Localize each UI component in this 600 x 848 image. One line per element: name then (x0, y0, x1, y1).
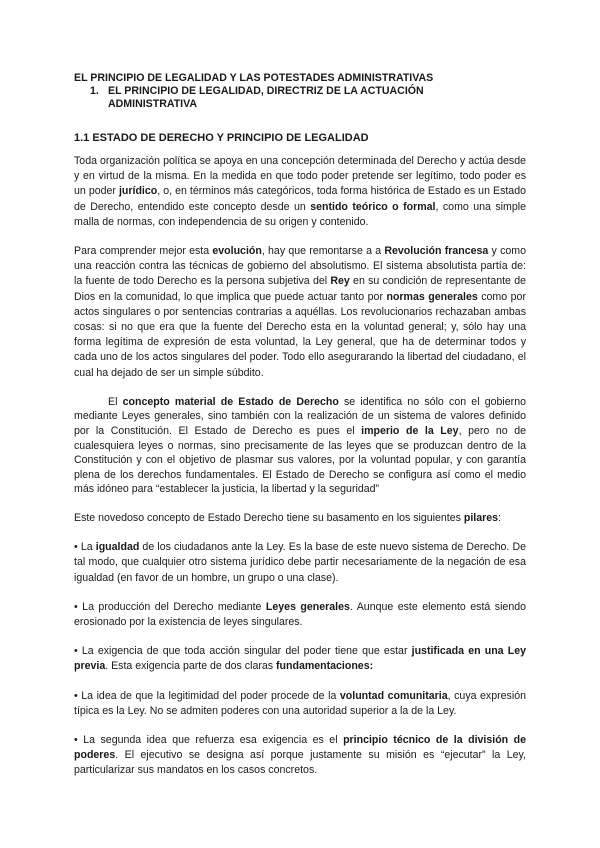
heading-item-1 (74, 85, 526, 111)
heading-item-line2: ADMINISTRATIVA (108, 98, 198, 110)
bullet-item-2: • La producción del Derecho mediante Leyes generales. Aunque este elemento está siendo erosionado por la existencia de leyes singulares. (74, 600, 526, 629)
document-page (74, 72, 526, 779)
paragraph-4: Este novedoso concepto de Estado Derecho tiene su basamento en los siguientes pilares: (74, 512, 501, 524)
paragraph-3: El concepto material de Estado de Derecho se identifica no sólo con el gobierno mediante Leyes generales, sino también con la realización de un sistema de valores definido por la Constitución. El Estado de Derecho es pues el imperio de la Ley, pero no de cualesquiera leyes o normas, sino precisamente de las leyes que se produzcan dentro de la Constitución y con el objetivo de plasmar sus valores, por la voluntad popular, y con garantía plena de los derechos fundamentales. El Estado de Derecho se configura así como el medio más idóneo para “establecer la justicia, la libertad y la seguridad” (74, 395, 527, 496)
bullet-item-1: • La igualdad de los ciudadanos ante la Ley. Es la base de este nuevo sistema de Derecho. De tal modo, que cualquier otro sistema jurídico debe partir necesariamente de la negación de esa igualdad (en favor de un hombre, un grupo o una clase). (74, 541, 526, 584)
bullet-item-3: • La exigencia de que toda acción singular del poder tiene que estar justificada en una Ley previa. Esta exigencia parte de dos claras fundamentaciones: (74, 645, 526, 673)
heading-item-number: 1. (90, 85, 99, 97)
bullet-item-4: • La idea de que la legitimidad del poder procede de la voluntad comunitaria, cuya expresión típica es la Ley. No se admiten poderes con una autoridad superior a la de la Ley. (74, 689, 526, 717)
heading-item-line1: EL PRINCIPIO DE LEGALIDAD, DIRECTRIZ DE LA ACTUACIÓN (108, 85, 424, 97)
paragraph-1: Toda organización política se apoya en una concepción determinada del Derecho y actúa desde y en virtud de la misma. En la medida en que todo poder pretende ser legítimo, todo poder es un poder jurídico, o, en términos más categóricos, toda forma histórica de Estado es un Estado de Derecho, entendido este concepto desde un sentido teórico o formal, como una simple malla de normas, con independencia de su origen y contenido. (74, 155, 526, 228)
paragraph-2: Para comprender mejor esta evolución, hay que remontarse a a Revolución francesa y como una reacción contra las técnicas de gobierno del absolutismo. El sistema absolutista partía de: la fuente de todo Derecho es la persona subjetiva del Rey en su condición de representante de Dios en la comunidad, lo que implica que puede actuar tanto por normas generales como por actos singulares o por sentencias contrarias a aquéllas. Los revolucionarios rechazaban ambas cosas: si no que era que la fuente del Derecho esta en la voluntad general; y, sólo hay una forma legítima de expresión de esta voluntad, la Ley general, que ha de determinar todos y cada uno de los actos singulares del poder. Todo ello asegurarando la libertad del ciudadano, el cual ha dejado de ser un simple súbdito. (74, 245, 526, 379)
section-title: 1.1 ESTADO DE DERECHO Y PRINCIPIO DE LEGALIDAD (74, 132, 369, 144)
heading-item-text (108, 85, 424, 111)
document-title: EL PRINCIPIO DE LEGALIDAD Y LAS POTESTADES ADMINISTRATIVAS (74, 72, 434, 84)
bullet-item-5: • La segunda idea que refuerza esa exigencia es el principio técnico de la división de poderes. El ejecutivo se designa así porque justamente su misión es “ejecutar” la Ley, particularizar sus mandatos en los casos concretos. (74, 734, 527, 777)
